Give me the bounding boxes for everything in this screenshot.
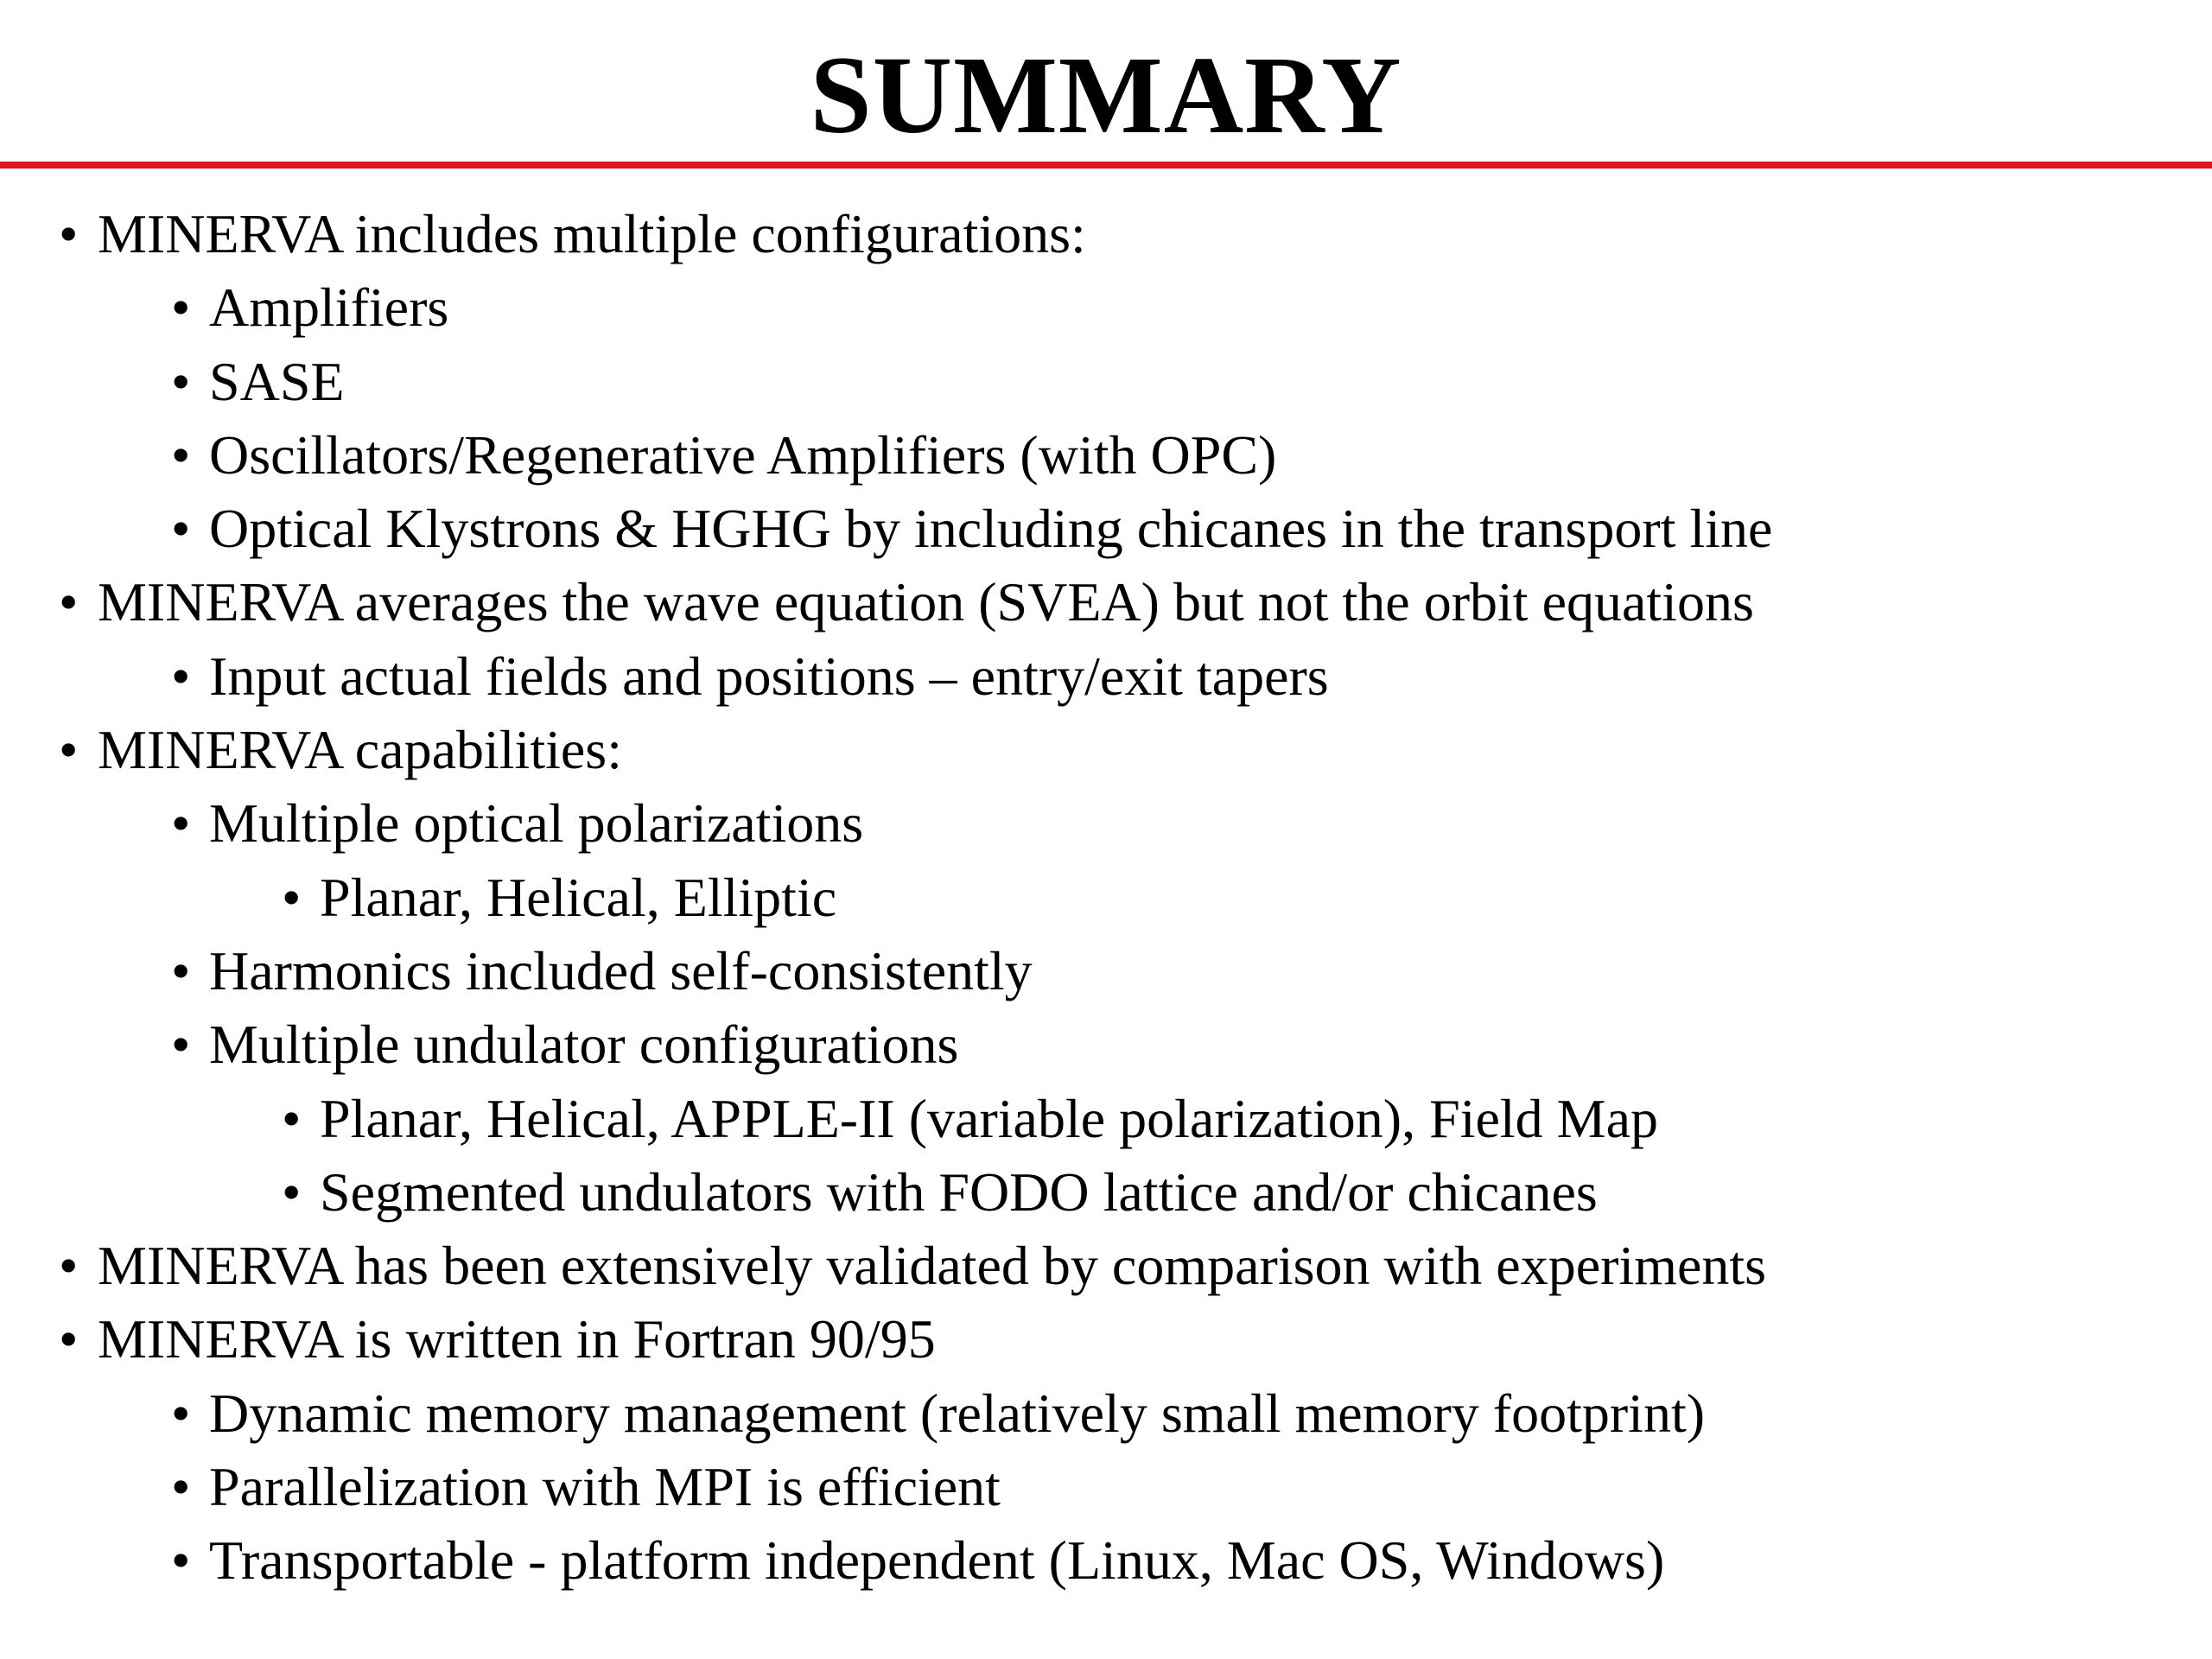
bullet-item — [0, 786, 2212, 860]
bullet-text: MINERVA is written in Fortran 90/95 — [98, 1308, 936, 1370]
bullet-text: MINERVA includes multiple configurations: — [98, 203, 1086, 264]
bullet-text: MINERVA has been extensively validated by comparison with experiments — [98, 1235, 1767, 1297]
bullet-icon: • — [59, 1235, 79, 1297]
bullet-item — [0, 1302, 2212, 1376]
bullet-item — [0, 492, 2212, 565]
bullet-text: Optical Klystrons & HGHG by including chicanes in the transport line — [209, 498, 1773, 560]
bullet-icon: • — [171, 1529, 191, 1592]
bullet-item — [0, 565, 2212, 639]
bullet-item — [0, 1082, 2212, 1155]
bullet-item — [0, 713, 2212, 786]
bullet-item — [0, 1229, 2212, 1302]
bullet-icon: • — [171, 498, 191, 560]
bullet-icon: • — [59, 1308, 79, 1370]
bullet-icon: • — [171, 276, 191, 339]
bullet-text: Harmonics included self-consistently — [209, 939, 1033, 1001]
bullet-text: Input actual fields and positions – entry/exit tapers — [209, 645, 1329, 707]
bullet-icon: • — [171, 792, 191, 855]
bullet-icon: • — [171, 1014, 191, 1076]
bullet-item — [0, 639, 2212, 713]
bullet-text: Dynamic memory management (relatively small memory footprint) — [209, 1382, 1706, 1444]
bullet-item — [0, 861, 2212, 934]
bullet-item — [0, 1155, 2212, 1229]
bullet-list — [0, 197, 2212, 1598]
bullet-icon: • — [171, 350, 191, 412]
bullet-icon: • — [171, 423, 191, 486]
bullet-text: Planar, Helical, APPLE-II (variable polarization), Field Map — [320, 1087, 1658, 1149]
bullet-text: Planar, Helical, Elliptic — [320, 866, 837, 928]
bullet-text: Amplifiers — [209, 276, 449, 339]
bullet-text: Parallelization with MPI is efficient — [209, 1456, 1001, 1518]
bullet-text: Transportable - platform independent (Linux, Mac OS, Windows) — [209, 1529, 1665, 1592]
bullet-icon: • — [59, 203, 79, 264]
bullet-icon: • — [171, 645, 191, 707]
bullet-item — [0, 1376, 2212, 1450]
title-divider — [0, 162, 2212, 168]
bullet-icon: • — [282, 866, 302, 928]
bullet-text: MINERVA capabilities: — [98, 719, 622, 781]
bullet-item — [0, 1450, 2212, 1523]
bullet-item — [0, 418, 2212, 492]
bullet-item — [0, 934, 2212, 1007]
bullet-item — [0, 345, 2212, 418]
bullet-text: Multiple undulator configurations — [209, 1014, 959, 1076]
bullet-icon: • — [59, 571, 79, 633]
bullet-item — [0, 1007, 2212, 1081]
bullet-icon: • — [171, 939, 191, 1001]
bullet-icon: • — [59, 719, 79, 781]
bullet-item — [0, 270, 2212, 344]
bullet-icon: • — [282, 1087, 302, 1149]
slide-title: SUMMARY — [810, 34, 1402, 156]
bullet-item — [0, 1523, 2212, 1597]
bullet-text: SASE — [209, 350, 345, 412]
bullet-icon: • — [282, 1160, 302, 1223]
bullet-icon: • — [171, 1382, 191, 1444]
bullet-text: Multiple optical polarizations — [209, 792, 864, 855]
bullet-item — [0, 197, 2212, 270]
bullet-text: MINERVA averages the wave equation (SVEA) but not the orbit equations — [98, 571, 1754, 633]
bullet-icon: • — [171, 1456, 191, 1518]
bullet-text: Oscillators/Regenerative Amplifiers (with OPC) — [209, 423, 1277, 486]
bullet-text: Segmented undulators with FODO lattice and/or chicanes — [320, 1160, 1598, 1223]
